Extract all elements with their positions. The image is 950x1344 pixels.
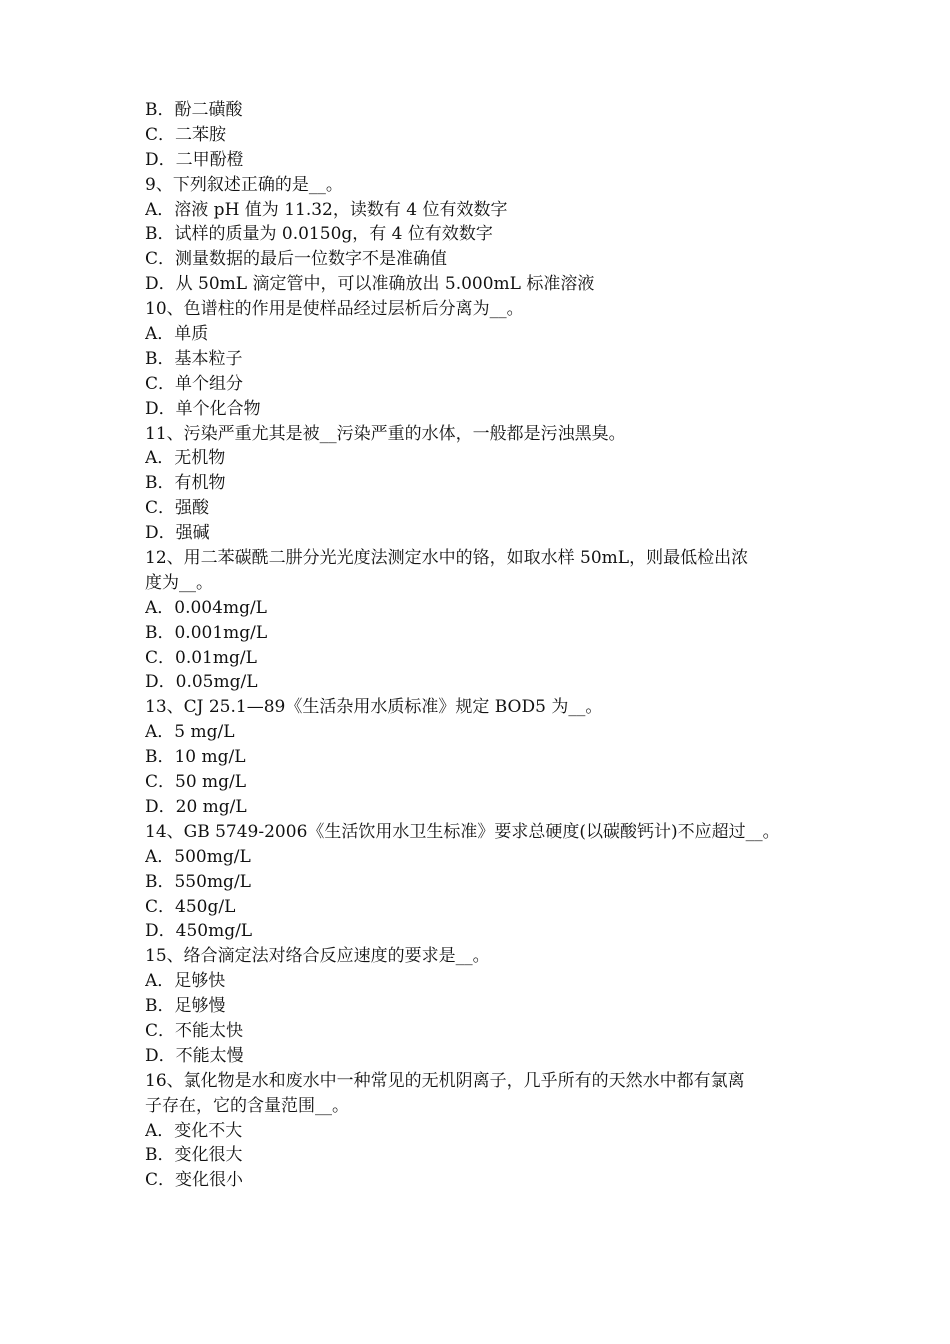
- question-12: 12、用二苯碳酰二肼分光光度法测定水中的铬，如取水样 50mL，则最低检出浓: [145, 548, 749, 569]
- text-line: A．变化不大: [145, 1120, 243, 1141]
- text-line: A．溶液 pH 值为 11.32，读数有 4 位有效数字: [145, 199, 508, 220]
- text-line: D．450mg/L: [145, 921, 253, 942]
- text-line: B．变化很大: [145, 1145, 243, 1166]
- text-line: A．500mg/L: [145, 846, 251, 867]
- question-16: 16、氯化物是水和废水中一种常见的无机阴离子，几乎所有的天然水中都有氯离: [145, 1070, 745, 1091]
- text-line: C．单个组分: [145, 373, 244, 394]
- text-line: D．单个化合物: [145, 398, 261, 419]
- question-15: 15、络合滴定法对络合反应速度的要求是__。: [145, 946, 490, 967]
- text-line: C．测量数据的最后一位数字不是准确值: [145, 249, 448, 270]
- text-line: A．无机物: [145, 448, 226, 469]
- text-line: 度为__。: [145, 572, 213, 593]
- text-line: 子存在，它的含量范围__。: [145, 1095, 349, 1116]
- text-line: A．0.004mg/L: [145, 597, 267, 618]
- text-line: A．5 mg/L: [145, 722, 235, 743]
- text-line: C．不能太快: [145, 1020, 244, 1041]
- text-line: B．550mg/L: [145, 871, 251, 892]
- text-line: C．450g/L: [145, 896, 236, 917]
- text-line: A．足够快: [145, 971, 226, 992]
- text-line: A．单质: [145, 324, 209, 345]
- question-11: 11、污染严重尤其是被__污染严重的水体，一般都是污浊黑臭。: [145, 423, 626, 444]
- text-line: C．二苯胺: [145, 124, 227, 145]
- text-line: B．0.001mg/L: [145, 622, 268, 643]
- text-line: B．有机物: [145, 473, 226, 494]
- question-10: 10、色谱柱的作用是使样品经过层析后分离为__。: [145, 299, 524, 320]
- text-line: B．试样的质量为 0.0150g，有 4 位有效数字: [145, 224, 493, 245]
- text-line: B．足够慢: [145, 996, 226, 1017]
- text-line: D．从 50mL 滴定管中，可以准确放出 5.000mL 标准溶液: [145, 274, 595, 295]
- question-9: 9、下列叙述正确的是__。: [145, 174, 343, 195]
- text-line: D．不能太慢: [145, 1045, 244, 1066]
- text-line: B．基本粒子: [145, 348, 243, 369]
- text-line: D．二甲酚橙: [145, 149, 244, 170]
- text-line: D．20 mg/L: [145, 796, 247, 817]
- text-line: D．强碱: [145, 523, 210, 544]
- text-line: C．0.01mg/L: [145, 647, 257, 668]
- text-line: C．50 mg/L: [145, 772, 247, 793]
- text-line: B．酚二磺酸: [145, 100, 243, 120]
- text-line: C．变化很小: [145, 1170, 244, 1191]
- text-line: D．0.05mg/L: [145, 672, 258, 693]
- text-line: B．10 mg/L: [145, 747, 246, 768]
- text-line: C．强酸: [145, 498, 210, 519]
- question-14: 14、GB 5749-2006《生活饮用水卫生标准》要求总硬度(以碳酸钙计)不应超过__。: [145, 821, 780, 842]
- question-list: [145, 98, 815, 1193]
- question-13: 13、CJ 25.1—89《生活杂用水质标准》规定 BOD5 为__。: [145, 697, 603, 718]
